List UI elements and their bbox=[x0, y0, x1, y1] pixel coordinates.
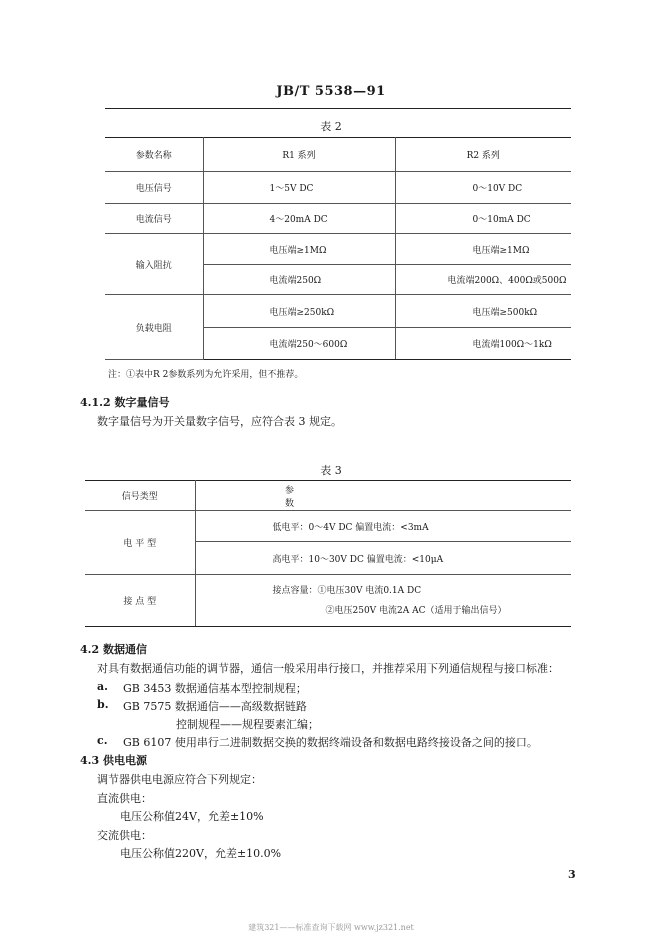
table3-header-param-2: 数 bbox=[284, 498, 294, 509]
load-r1-current: 电流端250～600Ω bbox=[203, 328, 395, 360]
level-type-label: 电 平 型 bbox=[85, 511, 195, 575]
table2-row-current bbox=[105, 204, 571, 234]
footer-watermark: 建筑321——标准查询下载网 www.jz321.net bbox=[248, 923, 414, 932]
ac-supply-label: 交流供电： bbox=[97, 829, 152, 842]
section-4-3-heading: 4.3 供电电源 bbox=[80, 754, 147, 767]
page-number: 3 bbox=[568, 868, 576, 881]
current-signal-label: 电流信号 bbox=[105, 204, 203, 234]
contact-type-label: 接 点 型 bbox=[85, 575, 195, 627]
document-header: JB/T 5538—91 bbox=[276, 84, 386, 99]
level-high-text: 高电平：10～30V DC 偏置电流：<10μA bbox=[195, 542, 571, 575]
table3-row-low bbox=[85, 511, 571, 542]
table2-header-param: 参数名称 bbox=[105, 138, 203, 172]
header-rule bbox=[105, 108, 571, 109]
load-r2-voltage: 电压端≥500kΩ bbox=[395, 295, 571, 328]
section-4-1-2-text: 数字量信号为开关量数字信号，应符合表 3 规定。 bbox=[97, 415, 342, 428]
level-low-text: 低电平：0～4V DC 偏置电流：<3mA bbox=[195, 511, 571, 542]
impedance-r2-voltage: 电压端≥1MΩ bbox=[395, 234, 571, 265]
input-impedance-label: 输入阻抗 bbox=[105, 234, 203, 295]
table2-row-voltage bbox=[105, 172, 571, 204]
table2-caption: 表 2 bbox=[320, 120, 342, 133]
voltage-r2: 0～10V DC bbox=[395, 172, 571, 204]
table3-header-param-1: 参 bbox=[284, 485, 294, 496]
load-r2-current: 电流端100Ω～1kΩ bbox=[395, 328, 571, 360]
contact-line-1: 接点容量：①电压30V 电流0.1A DC bbox=[272, 585, 422, 596]
table3 bbox=[85, 480, 571, 627]
table2-row-impedance-1 bbox=[105, 234, 571, 265]
item-c-label: c. bbox=[97, 734, 108, 747]
table3-header-row bbox=[85, 481, 571, 511]
section-4-2-heading: 4.2 数据通信 bbox=[80, 643, 147, 656]
item-b-text-1: GB 7575 数据通信——高级数据链路 bbox=[123, 700, 307, 713]
item-a-label: a. bbox=[97, 680, 108, 693]
dc-supply-text: 电压公称值24V，允差±10% bbox=[120, 810, 264, 823]
current-r1: 4～20mA DC bbox=[203, 204, 395, 234]
voltage-r1: 1～5V DC bbox=[203, 172, 395, 204]
table2-row-load-1 bbox=[105, 295, 571, 328]
item-b-text-2: 控制规程——规程要素汇编； bbox=[176, 718, 319, 731]
table3-header-type: 信号类型 bbox=[85, 481, 195, 511]
table2 bbox=[105, 137, 571, 360]
table3-row-contact bbox=[85, 575, 571, 627]
section-4-1-2-heading: 4.1.2 数字量信号 bbox=[80, 396, 170, 409]
section-4-2-intro: 对具有数据通信功能的调节器，通信一般采用串行接口，并推荐采用下列通信规程与接口标准： bbox=[97, 662, 559, 675]
impedance-r1-current: 电流端250Ω bbox=[203, 265, 395, 295]
section-4-3-intro: 调节器供电电源应符合下列规定： bbox=[97, 773, 262, 786]
contact-text bbox=[195, 575, 571, 627]
load-resistance-label: 负载电阻 bbox=[105, 295, 203, 360]
impedance-r1-voltage: 电压端≥1MΩ bbox=[203, 234, 395, 265]
impedance-r2-current: 电流端200Ω、400Ω或500Ω bbox=[395, 265, 571, 295]
table2-header-row bbox=[105, 138, 571, 172]
item-c-text: GB 6107 使用串行二进制数据交换的数据终端设备和数据电路终接设备之间的接口。 bbox=[123, 736, 538, 749]
ac-supply-text: 电压公称值220V，允差±10.0% bbox=[120, 847, 282, 860]
table2-note: 注：①表中R 2参数系列为允许采用，但不推荐。 bbox=[108, 370, 304, 380]
voltage-signal-label: 电压信号 bbox=[105, 172, 203, 204]
table3-caption: 表 3 bbox=[320, 464, 342, 477]
item-a-text: GB 3453 数据通信基本型控制规程； bbox=[123, 682, 307, 695]
dc-supply-label: 直流供电： bbox=[97, 792, 152, 805]
table2-header-r2: R2 系列 bbox=[395, 138, 571, 172]
table2-header-r1: R1 系列 bbox=[203, 138, 395, 172]
table3-header-params bbox=[195, 481, 571, 511]
current-r2: 0～10mA DC bbox=[395, 204, 571, 234]
item-b-label: b. bbox=[97, 698, 109, 711]
contact-line-2: ②电压250V 电流2A AC（适用于输出信号） bbox=[325, 605, 507, 616]
load-r1-voltage: 电压端≥250kΩ bbox=[203, 295, 395, 328]
